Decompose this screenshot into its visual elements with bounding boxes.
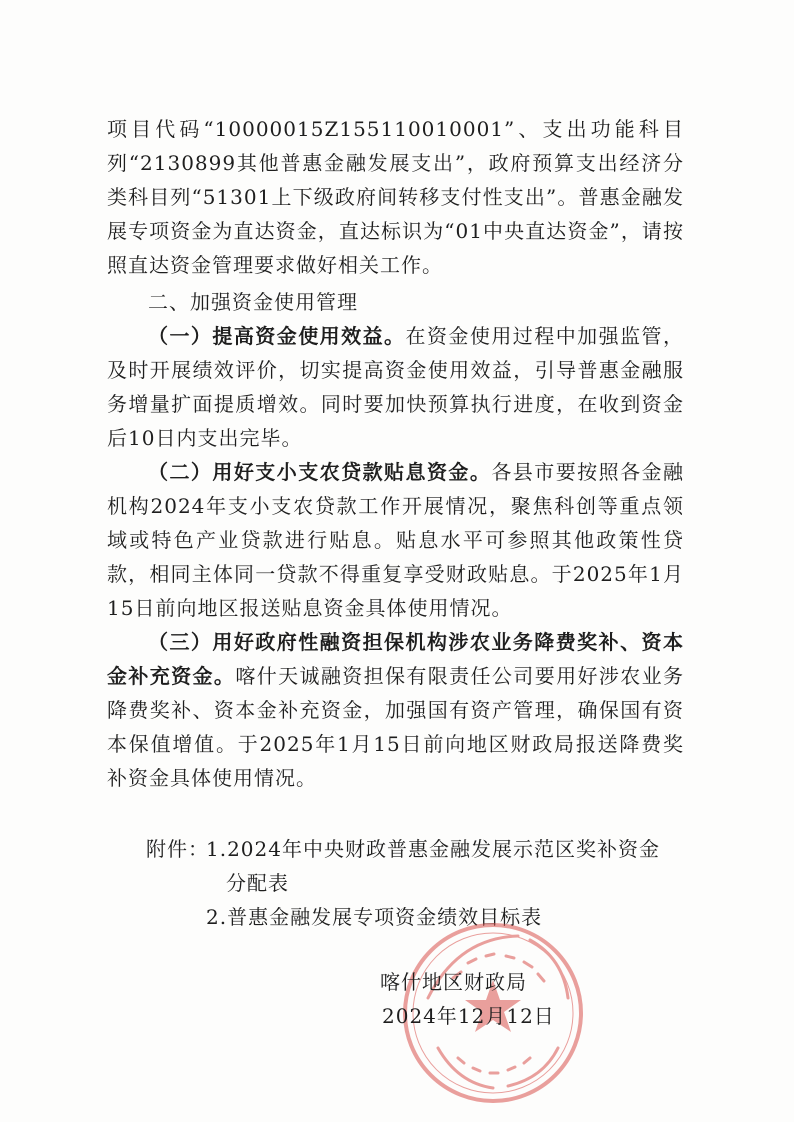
attachment-item-1-line-2: 分配表	[226, 871, 289, 895]
signature-organization: 喀什地区财政局	[380, 970, 527, 994]
item-1-title: （一）提高资金使用效益。	[148, 324, 406, 348]
paragraph-item-1	[107, 319, 684, 455]
item-2-text: 各县市要按照各金融机构2024年支小支农贷款工作开展情况，聚焦科创等重点领域或特色产业贷款进行贴息。贴息水平可参照其他政策性贷款，相同主体同一贷款不得重复享受财政贴息。于2025年1月15日前向地区报送贴息资金具体使用情况。	[107, 460, 685, 620]
attachment-item-2: 2.普惠金融发展专项资金绩效目标表	[206, 905, 543, 929]
item-2-title: （二）用好支小支农贷款贴息资金。	[148, 460, 492, 484]
signature-date: 2024年12月12日	[382, 1004, 555, 1028]
paragraph-budget-codes: 项目代码“10000015Z155110010001”、支出功能科目列“2130899其他普惠金融发展支出”，政府预算支出经济分类科目列“51301上下级政府间转移支付性支出”。普惠金融发展专项资金为直达资金，直达标识为“01中央直达资金”，请按照直达资金管理要求做好相关工作。	[107, 117, 684, 277]
item-3-text: 喀什天诚融资担保有限责任公司要用好涉农业务降费奖补、资本金补充资金，加强国有资产管理，确保国有资本保值增值。于2025年1月15日前向地区财政局报送降费奖补资金具体使用情况。	[107, 664, 685, 790]
item-1-text: 在资金使用过程中加强监管，及时开展绩效评价，切实提高资金使用效益，引导普惠金融服务增量扩面提质增效。同时要加快预算执行进度，在收到资金后10日内支出完毕。	[107, 324, 684, 450]
item-3-title: （三）用好政府性融资担保机构涉农业务降费奖补、资本金补充资金。	[107, 630, 684, 688]
attachment-item-1-line-1: 1.2024年中央财政普惠金融发展示范区奖补资金	[206, 837, 660, 861]
paragraph-item-2	[107, 455, 684, 625]
section-heading-fund-management: 二、加强资金使用管理	[148, 290, 358, 314]
attachment-label: 附件：	[146, 837, 209, 861]
paragraph-item-3	[107, 625, 684, 795]
